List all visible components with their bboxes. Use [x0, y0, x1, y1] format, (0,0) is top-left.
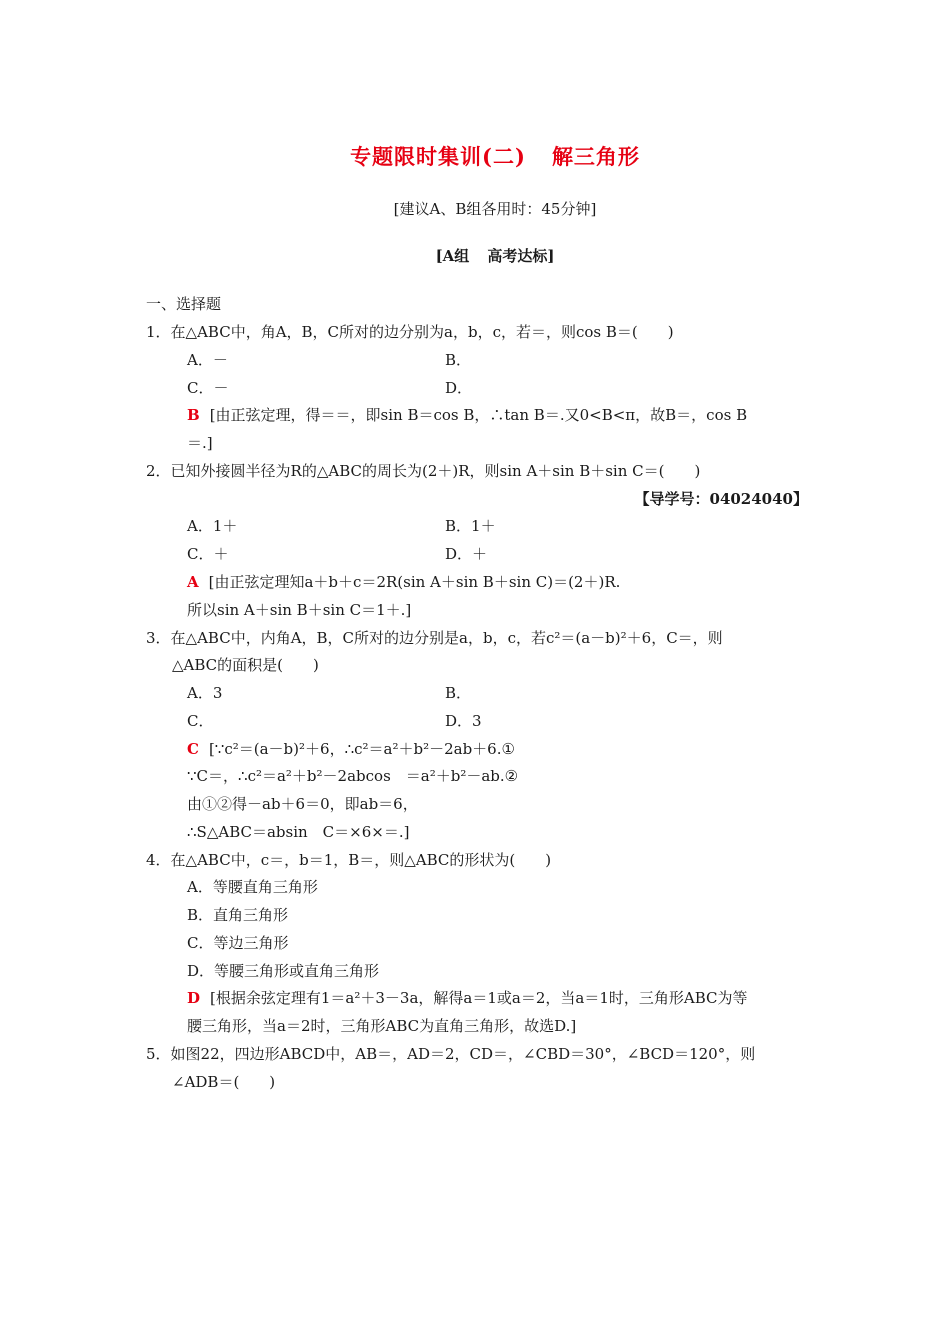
section-heading: 一、选择题 — [146, 295, 222, 313]
q3-explanation-line3: 由①②得－ab＋6＝0，即ab＝6， — [187, 795, 418, 813]
q2-explanation-line2: 所以sin A＋sin B＋sin C＝1＋.] — [187, 601, 412, 619]
q1-explanation-line1: [由正弦定理，得＝＝，即sin B＝cos B，∴tan B＝.又0<B<π，故B＝，cos B — [209, 406, 748, 424]
group-heading — [0, 245, 950, 266]
q4-stem: 4．在△ABC中，c＝，b＝1，B＝，则△ABC的形状为( ) — [146, 851, 552, 869]
title-topic: 解三角形 — [551, 144, 640, 169]
q5-stem: 5．如图22，四边形ABCD中，AB＝，AD＝2，CD＝，∠CBD＝30°，∠BCD＝120°，则 — [146, 1045, 756, 1063]
q4-explanation-line2: 腰三角形，当a＝2时，三角形ABC为直角三角形，故选D.] — [187, 1017, 577, 1035]
q1-explanation-line2: ＝.] — [187, 434, 213, 452]
q3-option-d: D．3 — [445, 712, 482, 730]
q2-stem: 2．已知外接圆半径为R的△ABC的周长为(2＋)R，则sin A＋sin B＋sin C＝( ) — [146, 462, 701, 480]
q3-explanation-line1: [∵c²＝(a－b)²＋6，∴c²＝a²＋b²－2ab＋6.① — [208, 740, 515, 758]
title-main: 专题限时集训(二) — [350, 144, 526, 169]
q3-explanation-line2: ∵C＝，∴c²＝a²＋b²－2abcos ＝a²＋b²－ab.② — [187, 767, 519, 785]
q2-option-d: D．＋ — [445, 545, 488, 563]
q4-explanation — [187, 988, 747, 1008]
q4-explanation-line1: [根据余弦定理有1＝a²＋3－3a，解得a＝1或a＝2，当a＝1时，三角形ABC为等 — [210, 989, 748, 1007]
time-suggestion: [建议A、B组各用时：45分钟] — [393, 200, 597, 218]
q1-option-a: A．－ — [187, 351, 228, 369]
q1-stem: 1．在△ABC中，角A，B，C所对的边分别为a，b，c，若＝，则cos B＝( ) — [146, 323, 674, 341]
page-title — [0, 141, 950, 171]
q3-option-c: C． — [187, 712, 214, 730]
q3-option-a: A．3 — [187, 684, 223, 702]
q2-answer: A — [187, 573, 199, 591]
q5-stem-line2: ∠ADB＝( ) — [172, 1073, 276, 1091]
q1-option-d: D． — [445, 379, 473, 397]
q3-option-b: B． — [445, 684, 472, 702]
q1-answer: B — [187, 406, 200, 424]
q2-explanation — [187, 572, 620, 592]
q4-option-a: A．等腰直角三角形 — [187, 878, 318, 896]
q4-option-d: D．等腰三角形或直角三角形 — [187, 962, 380, 980]
q4-option-c: C．等边三角形 — [187, 934, 289, 952]
q1-option-b: B． — [445, 351, 472, 369]
q3-stem-line2: △ABC的面积是( ) — [172, 656, 319, 674]
q4-answer: D — [187, 989, 201, 1007]
q3-explanation-line4: ∴S△ABC＝absin C＝×6×＝.] — [187, 823, 410, 841]
q3-explanation — [187, 739, 515, 759]
q2-option-b: B．1＋ — [445, 517, 496, 535]
q3-answer: C — [187, 740, 199, 758]
q1-option-c: C．－ — [187, 379, 229, 397]
q4-option-b: B．直角三角形 — [187, 906, 289, 924]
q2-option-a: A．1＋ — [187, 517, 238, 535]
q3-stem: 3．在△ABC中，内角A，B，C所对的边分别是a，b，c，若c²＝(a－b)²＋6，C＝，则 — [146, 629, 723, 647]
q1-explanation — [187, 405, 747, 425]
q2-option-c: C．＋ — [187, 545, 229, 563]
group-name: [A组 — [435, 247, 470, 265]
group-label: 高考达标] — [487, 247, 555, 265]
q2-explanation-line1: [由正弦定理知a＋b＋c＝2R(sin A＋sin B＋sin C)＝(2＋)R. — [208, 573, 621, 591]
q2-reference: 【导学号：04024040】 — [634, 490, 808, 508]
